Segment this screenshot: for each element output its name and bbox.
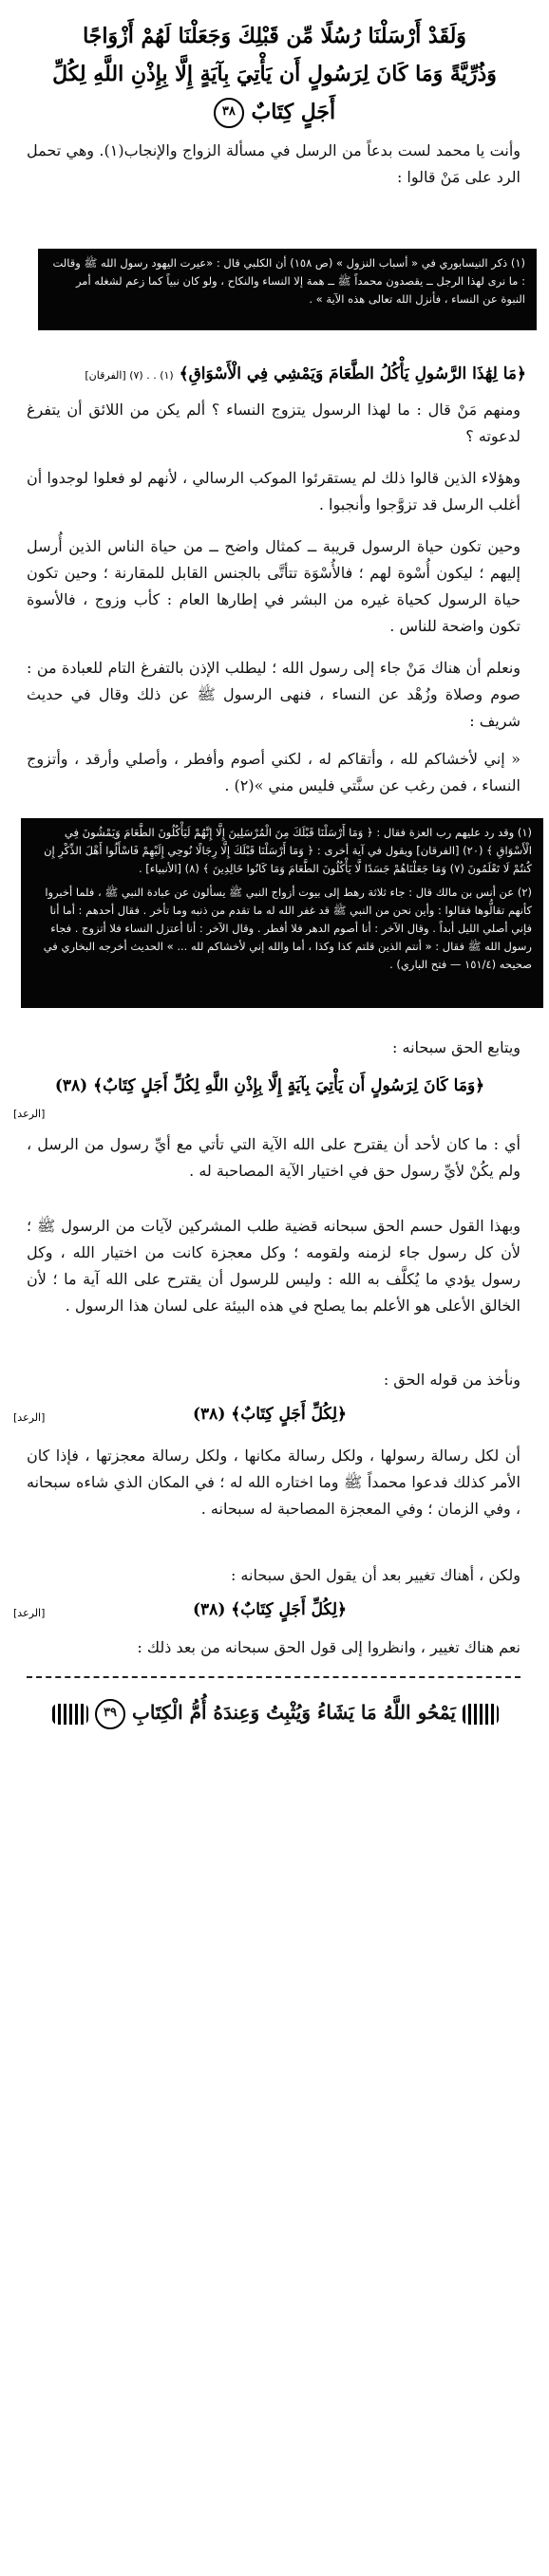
body-paragraph-1: ومنهم مَنْ قال : ما لهذا الرسول يتزوج النساء ؟ ألم يكن من اللائق أن يتفرغ لدعوته ؟	[27, 401, 521, 445]
ornament-left	[52, 1704, 88, 1725]
quran-quote-1-text: ﴿مَا لِهَٰذَا الرَّسُولِ يَأْكُلُ الطَّعَامَ وَيَمْشِي فِي الْأَسْوَاقِ﴾	[179, 364, 526, 383]
bottom-verse-text: يَمْحُو اللَّهُ مَا يَشَاءُ وَيُثْبِتُ وَعِندَهُ أُمُّ الْكِتَابِ	[132, 1701, 456, 1724]
bottom-ayah-number-badge: ٣٩	[95, 1699, 125, 1729]
intro-paragraph: وأنت يا محمد لست بدعاً من الرسل في مسألة الزواج والإنجاب(١). وهي تحمل الرد على مَنْ قالوا :	[27, 141, 521, 186]
footnote-2-item-1: (١) وقد رد عليهم رب العزة فقال : ﴿ وَمَا أَرْسَلْنَا قَبْلَكَ مِنَ الْمُرْسَلِينَ إِلَّا إِنَّهُمْ لَيَأْكُلُونَ الطَّعَامَ وَيَمْشُونَ فِي الْأَسْوَاقِ ﴾ (٢٠) [الفرقان] ويقول في آية أخرى : ﴿ وَمَا أَرْسَلْنَا قَبْلَكَ إِلَّا رِجَالًا نُوحِي إِلَيْهِمْ فَاسْأَلُوا أَهْلَ الذِّكْرِ إِن كُنتُمْ لَا تَعْلَمُونَ (٧) وَمَا جَعَلْنَاهُمْ جَسَدًا لَّا يَأْكُلُونَ الطَّعَامَ وَمَا كَانُوا خَالِدِينَ ﴾ (٨) [الأنبياء] .	[44, 826, 532, 875]
body-paragraph-7: ونأخذ من قوله الحق :	[383, 1371, 521, 1389]
body-paragraph-4: ونعلم أن هناك مَنْ جاء إلى رسول الله ؛ ليطلب الإذن بالتفرغ التام للعبادة من : صوم وصلاة وزُهْد عن النساء ، فنهى الرسول ﷺ عن ذلك وقال في حديث شريف :	[27, 659, 521, 730]
quran-quote-1-ref: (١) . . (٧) [الفرقان]	[85, 369, 174, 382]
body-paragraph-8: أن لكل رسالة رسولها ، ولكل رسالة مكانها ، ولكل رسالة معجزتها ، فإذا كان الأمر كذلك فدعوا محمداً ﷺ وما اختاره الله له ؛ في المكان الذي شاءه سبحانه ، وفي الزمان ؛ وفي المعجزة المصاحبة له سبحانه .	[27, 1447, 521, 1518]
verse-line-2: وَذُرِّيَّةً وَمَا كَانَ لِرَسُولٍ أَن يَأْتِيَ بِآيَةٍ إِلَّا بِإِذْنِ اللَّهِ لِكُلِّ	[52, 62, 497, 86]
dashed-separator	[27, 1676, 521, 1678]
verse-line-3-text: أَجَلٍ كِتَابٌ	[251, 100, 336, 124]
follow-line: ويتابع الحق سبحانه :	[392, 1038, 521, 1056]
ayah-number-badge: ٣٨	[214, 98, 244, 128]
footnote-box-2	[21, 818, 543, 1008]
body-paragraph-3: وحين تكون حياة الرسول قريبة ــ كمثال واضح ــ من حياة الناس الذين أُرسل إليهم ؛ ليكون أُسْوة لهم ؛ فالأُسْوَة تتأتَّى بالجنس القابل للمقارنة ؛ وحين تكون حياة الرسول كحياة غيره من البشر في إطارها العام : كأب وزوج ، فالأسوة تكون واضحة للناس .	[27, 537, 521, 635]
quran-quote-2: ﴿وَمَا كَانَ لِرَسُولٍ أَن يَأْتِيَ بِآيَةٍ إِلَّا بِإِذْنِ اللَّهِ لِكُلِّ أَجَلٍ كِتَابٌ﴾ (٣٨)	[54, 1076, 485, 1095]
quran-quote-4-ref: [الرعد]	[13, 1607, 46, 1619]
quran-quote-2-ref: [الرعد]	[13, 1108, 46, 1120]
body-paragraph-5: أي : ما كان لأحد أن يقترح على الله الآية التي تأتي مع أيِّ رسول من الرسل ، ولم يكُنْ لأيِّ رسول حق في اختيار الآية المصاحبة له .	[27, 1135, 521, 1180]
quran-quote-3: ﴿لِكُلِّ أَجَلٍ كِتَابٌ﴾ (٣٨)	[193, 1405, 347, 1424]
bottom-verse	[38, 1688, 513, 1737]
closing-line: نعم هناك تغيير ، وانظروا إلى قول الحق سبحانه من بعد ذلك :	[137, 1638, 521, 1656]
quran-quote-3-ref: [الرعد]	[13, 1411, 46, 1424]
verse-line-3	[0, 93, 549, 131]
verse-line-1: وَلَقَدْ أَرْسَلْنَا رُسُلًا مِّن قَبْلِكَ وَجَعَلْنَا لَهُمْ أَزْوَاجًا	[83, 24, 466, 48]
quran-quote-1	[13, 361, 526, 389]
hadith-quote: « إني لأخشاكم لله ، وأتقاكم له ، لكني أصوم وأفطر ، وأصلي وأرقد ، وأتزوج النساء ، فمن رغب عن سنَّتي فليس مني »(٢) .	[27, 750, 521, 794]
follow-line-2: ولكن ، أهناك تغيير بعد أن يقول الحق سبحانه :	[230, 1566, 521, 1584]
body-paragraph-2: وهؤلاء الذين قالوا ذلك لم يستقرئوا الموكب الرسالي ، لأنهم لو فعلوا لوجدوا أن أغلب الرسل قد تزوَّجوا وأنجبوا .	[27, 469, 521, 513]
ornament-right	[463, 1704, 499, 1725]
footnote-box-1: (١) ذكر النيسابوري في « أسباب النزول » (ص ١٥٨) أن الكلبي قال : «عيرت اليهود رسول الله ﷺ وقالت : ما نرى لهذا الرجل ــ يقصدون محمداً ﷺ ــ همة إلا النساء والنكاح ، ولو كان نبياً كما زعم لشغله أمر النبوة عن النساء ، فأنزل الله تعالى هذه الآية » .	[38, 249, 537, 330]
body-paragraph-6: وبهذا القول حسم الحق سبحانه قضية طلب المشركين لآيات من الرسول ﷺ ؛ لأن كل رسول جاء لزمنه ولقومه ؛ وكل معجزة كانت من اختيار الله ، وكل رسول يؤدي ما يُكلَّف به الله : وليس للرسول أن يقترح على الله آية ما ؛ لأن الخالق الأعلى هو الأعلم بما يصلح في هذه البيئة على لسان هذا الرسول .	[27, 1217, 521, 1315]
quran-quote-4: ﴿لِكُلِّ أَجَلٍ كِتَابٌ﴾ (٣٨)	[193, 1600, 347, 1619]
footnote-2-item-2: (٢) عن أنس بن مالك قال : جاء ثلاثة رهط إلى بيوت أزواج النبي ﷺ يسألون عن عبادة النبي ﷺ ، فلما أخبروا كأنهم تقالُّوها فقالوا : وأين نحن من النبي ﷺ قد غفر الله له ما تقدم من ذنبه وما تأخر . فقال أحدهم : أما أنا فإني أصلي الليل أبداً . وقال الآخر : أنا أصوم الدهر فلا أفطر . وقال الآخر : أنا أعتزل النساء فلا أتزوج . فجاء رسول الله ﷺ فقال : « أنتم الذين قلتم كذا وكذا ، أما والله إني لأخشاكم لله ... » الحديث أخرجه البخاري في صحيحه (١٥١/٤ — فتح الباري) .	[43, 886, 532, 971]
